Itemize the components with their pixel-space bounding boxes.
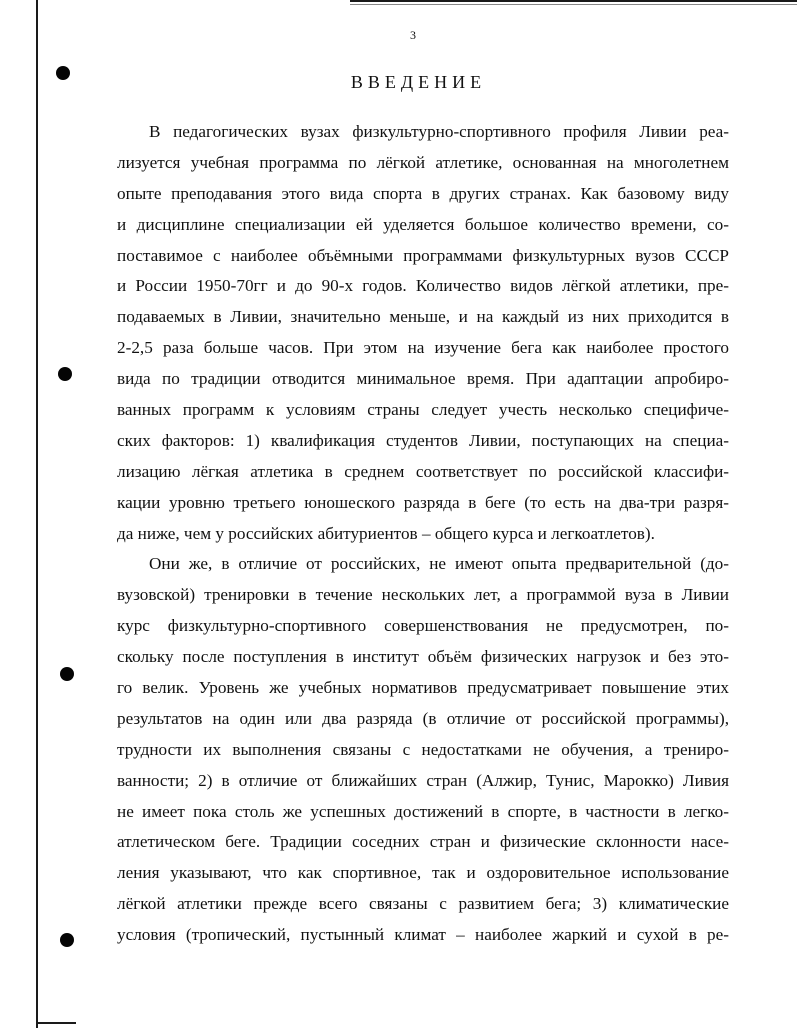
text-line: трудности их выполнения связаны с недостатками не обучения, а трениро- <box>117 739 729 759</box>
scan-artifact <box>36 290 38 330</box>
text-line: скольку после поступления в институт объём физических нагрузок и без это- <box>117 647 729 667</box>
text-line: В педагогических вузах физкультурно-спортивного профиля Ливии реа- <box>149 122 729 141</box>
text-line: и России 1950-70гг и до 90-х годов. Количество видов лёгкой атлетики, пре- <box>117 276 729 296</box>
text-line: ванности; 2) в отличие от ближайших стран (Алжир, Тунис, Марокко) Ливия <box>117 770 729 790</box>
text-line: вузовской) тренировки в течение нескольких лет, а программой вуза в Ливии <box>117 585 729 605</box>
text-line: не имеет пока столь же успешных достижений в спорте, в частности в легко- <box>117 801 729 821</box>
text-line: опыте преподавания этого вида спорта в других странах. Как базовому виду <box>117 183 729 203</box>
text-line: лизуется учебная программа по лёгкой атлетике, основанная на многолетнем <box>117 152 729 172</box>
text-line: ванных программ к условиям страны следует учесть несколько специфиче- <box>117 400 729 420</box>
text-line: го велик. Уровень же учебных нормативов предусматривает повышение этих <box>117 678 729 698</box>
text-line: лёгкой атлетики прежде всего связаны с развитием бега; 3) климатические <box>117 894 729 914</box>
scan-top-edge-shadow <box>350 4 797 5</box>
page-number: 3 <box>410 28 416 42</box>
text-line: Они же, в отличие от российских, не имеют опыта предварительной (до- <box>149 554 729 574</box>
text-line: ления указывают, что как спортивное, так и оздоровительное использование <box>117 863 729 883</box>
scan-left-edge <box>36 0 38 1028</box>
paragraph <box>117 117 729 549</box>
text-line: 2-2,5 раза больше часов. При этом на изучение бега как наиболее простого <box>117 338 729 358</box>
scan-top-edge <box>350 0 797 2</box>
text-line: результатов на один или два разряда (в отличие от российской программы), <box>117 708 729 728</box>
scan-artifact <box>36 620 38 650</box>
text-line: курс физкультурно-спортивного совершенствования не предусмотрен, по- <box>117 616 729 636</box>
text-line: лизацию лёгкая атлетика в среднем соответствует по российской классифи- <box>117 461 729 481</box>
text-line: атлетическом беге. Традиции соседних стран и физические склонности насе- <box>117 832 729 852</box>
punch-hole-icon <box>60 933 74 947</box>
text-line: кации уровню третьего юношеского разряда в беге (то есть на два-три разря- <box>117 492 729 512</box>
text-line: ских факторов: 1) квалификация студентов Ливии, поступающих на специа- <box>117 430 729 450</box>
text-line: условия (тропический, пустынный климат – наиболее жаркий и сухой в ре- <box>117 925 729 945</box>
punch-hole-icon <box>58 367 72 381</box>
document-body <box>117 117 729 951</box>
text-line: подаваемых в Ливии, значительно меньше, и на каждый из них приходится в <box>117 307 729 327</box>
paragraph <box>117 549 729 951</box>
text-line: вида по традиции отводится минимальное время. При адаптации апробиро- <box>117 369 729 389</box>
page-title: ВВЕДЕНИЕ <box>350 72 487 92</box>
punch-hole-icon <box>60 667 74 681</box>
text-line: да ниже, чем у российских абитуриентов – общего курса и легкоатлетов). <box>117 523 655 543</box>
text-line: поставимое с наиболее объёмными программами физкультурных вузов СССР <box>117 245 729 265</box>
text-line: и дисциплине специализации ей уделяется большое количество времени, со- <box>117 214 729 234</box>
scan-bottom-edge <box>36 1022 76 1024</box>
